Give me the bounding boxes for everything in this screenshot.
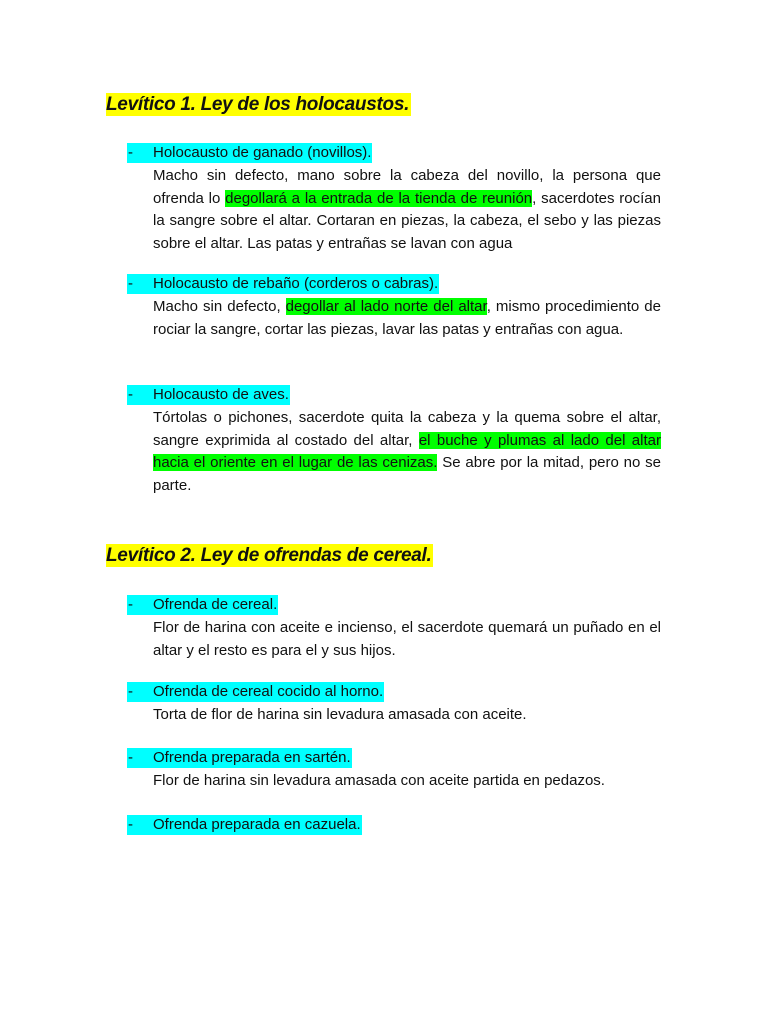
highlighted-text: degollará a la entrada de la tienda de reunión <box>225 189 533 207</box>
list-item-title: Ofrenda de cereal cocido al horno. <box>153 683 384 700</box>
body-text: Macho sin defecto, <box>153 298 286 315</box>
list-item-title: Holocausto de aves. <box>153 386 289 403</box>
list-item-title: Ofrenda preparada en cazuela. <box>153 816 361 833</box>
list-item-ofrenda-horno <box>127 682 661 727</box>
list-item-title: Ofrenda preparada en sartén. <box>153 749 351 766</box>
section-heading-text: Levítico 2. Ley de ofrendas de cereal. <box>106 545 432 566</box>
list-item-body: Flor de harina sin levadura amasada con aceite partida en pedazos. <box>153 772 605 789</box>
list-item-body <box>153 407 661 497</box>
list-item-holocausto-aves <box>127 385 661 497</box>
list-item-body: Flor de harina con aceite e incienso, el sacerdote quemará un puñado en el altar y el resto es para el y sus hijos. <box>153 619 661 659</box>
body-text: Macho sin defecto, mano sobre la cabeza del novillo, la persona que ofrenda lo <box>153 167 661 207</box>
list-dash: - <box>127 748 154 768</box>
list-item-title: Ofrenda de cereal. <box>153 596 278 613</box>
list-item-ofrenda-cereal <box>127 595 661 662</box>
list-item-title: Holocausto de rebaño (corderos o cabras). <box>153 275 439 292</box>
list-item-holocausto-ganado <box>127 143 661 255</box>
list-item-title: Holocausto de ganado (novillos). <box>153 144 372 161</box>
body-text: , mismo procedimiento de rociar la sangre, cortar las piezas, lavar las patas y entrañas con agua. <box>153 298 661 338</box>
section-heading-leviticus-2 <box>106 543 433 569</box>
list-dash: - <box>127 385 154 405</box>
list-dash: - <box>127 595 154 615</box>
list-item-body: Torta de flor de harina sin levadura amasada con aceite. <box>153 706 527 723</box>
highlighted-text: el buche y plumas al lado del altar hacia el oriente en el lugar de las cenizas. <box>153 431 661 471</box>
list-dash: - <box>127 682 154 702</box>
list-item-holocausto-rebano <box>127 274 661 341</box>
list-dash: - <box>127 274 154 294</box>
list-dash: - <box>127 815 154 835</box>
list-item-ofrenda-cazuela <box>127 815 661 837</box>
list-item-body <box>153 296 661 341</box>
section-heading-leviticus-1 <box>106 92 411 118</box>
body-text: , sacerdotes rocían la sangre sobre el altar. Cortaran en piezas, la cabeza, el sebo y las piezas sobre el altar. Las patas y entrañas se lavan con agua <box>153 189 661 252</box>
body-text: Tórtolas o pichones, sacerdote quita la cabeza y la quema sobre el altar, sangre exprimida al costado del altar, <box>153 409 661 449</box>
list-item-body <box>153 165 661 255</box>
highlighted-text: degollar al lado norte del altar <box>285 298 487 315</box>
section-heading-text: Levítico 1. Ley de los holocaustos. <box>106 94 410 115</box>
list-dash: - <box>127 143 154 163</box>
body-text: Se abre por la mitad, pero no se parte. <box>153 454 661 494</box>
list-item-ofrenda-sarten <box>127 748 661 793</box>
